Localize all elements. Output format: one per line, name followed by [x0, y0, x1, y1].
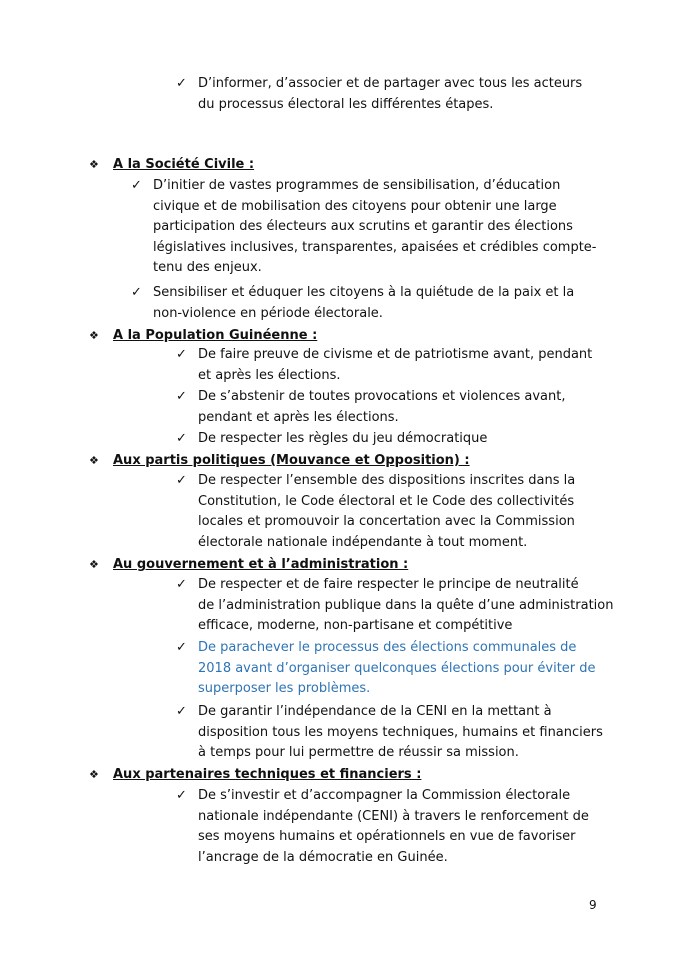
- section-title: Aux partenaires techniques et financiers :: [113, 767, 422, 782]
- list-item: [176, 387, 565, 428]
- section-heading: [89, 326, 317, 346]
- page-number: 9: [589, 898, 597, 912]
- list-item: [176, 429, 487, 450]
- checkmark-icon: ✓: [176, 347, 187, 362]
- section-title: A la Société Civile :: [113, 157, 255, 172]
- list-item: [131, 283, 574, 324]
- list-item: [176, 638, 596, 700]
- section-heading: [89, 155, 254, 175]
- list-item-text: De respecter les règles du jeu démocratique: [198, 431, 488, 446]
- checkmark-icon: ✓: [176, 389, 187, 404]
- list-item-text: De respecter l’ensemble des dispositions inscrites dans la Constitution, le Code électoral et le Code des collectivités locales et promouvoir la concertation avec la Commission électorale nationale indépendante à tout moment.: [198, 473, 576, 550]
- list-item-text: De s’abstenir de toutes provocations et violences avant, pendant et après les élections.: [198, 389, 566, 425]
- section-heading: [89, 555, 408, 575]
- checkmark-icon: ✓: [176, 577, 187, 592]
- checkmark-icon: ✓: [131, 178, 142, 193]
- list-item: [176, 345, 592, 386]
- list-item-text: D’initier de vastes programmes de sensibilisation, d’éducation civique et de mobilisation des citoyens pour obtenir une large participation des électeurs aux scrutins et garantir des élections législatives inclusives, transparentes, apaisées et crédibles compte- tenu des enjeux.: [153, 178, 597, 275]
- list-item-text: De garantir l’indépendance de la CENI en la mettant à disposition tous les moyens techniques, humains et financiers à temps pour lui permettre de réussir sa mission.: [198, 704, 603, 760]
- list-item: [131, 176, 597, 279]
- list-item-text: De faire preuve de civisme et de patriotisme avant, pendant et après les élections.: [198, 347, 593, 383]
- checkmark-icon: ✓: [131, 285, 142, 300]
- list-item: [176, 702, 603, 764]
- list-item-text: De respecter et de faire respecter le principe de neutralité de l’administration publique dans la quête d’une administration efficace, moderne, non-partisane et compétitive: [198, 577, 614, 633]
- list-item-text-highlighted: De parachever le processus des élections communales de 2018 avant d’organiser quelconques élections pour éviter de superposer les problèmes.: [198, 640, 596, 696]
- list-item: [176, 471, 575, 553]
- section-heading: [89, 765, 421, 785]
- section-title: A la Population Guinéenne :: [113, 328, 318, 343]
- diamond-bullet-icon: ❖: [89, 768, 99, 781]
- diamond-bullet-icon: ❖: [89, 158, 99, 171]
- checkmark-icon: ✓: [176, 704, 187, 719]
- diamond-bullet-icon: ❖: [89, 558, 99, 571]
- section-title: Aux partis politiques (Mouvance et Opposition) :: [113, 453, 470, 468]
- checkmark-icon: ✓: [176, 76, 187, 91]
- diamond-bullet-icon: ❖: [89, 329, 99, 342]
- checkmark-icon: ✓: [176, 788, 187, 803]
- list-item: [176, 575, 614, 637]
- checkmark-icon: ✓: [176, 473, 187, 488]
- list-item-text: D’informer, d’associer et de partager avec tous les acteurs du processus électoral les différentes étapes.: [198, 76, 583, 112]
- section-heading: [89, 451, 470, 471]
- section-title: Au gouvernement et à l’administration :: [113, 557, 409, 572]
- list-item: [176, 74, 582, 115]
- list-item-text: De s’investir et d’accompagner la Commission électorale nationale indépendante (CENI) à travers le renforcement de ses moyens humains et opérationnels en vue de favoriser l’ancrage de la démocratie en Guinée.: [198, 788, 589, 865]
- checkmark-icon: ✓: [176, 431, 187, 446]
- checkmark-icon: ✓: [176, 640, 187, 655]
- diamond-bullet-icon: ❖: [89, 454, 99, 467]
- list-item-text: Sensibiliser et éduquer les citoyens à la quiétude de la paix et la non-violence en période électorale.: [153, 285, 575, 321]
- list-item: [176, 786, 589, 868]
